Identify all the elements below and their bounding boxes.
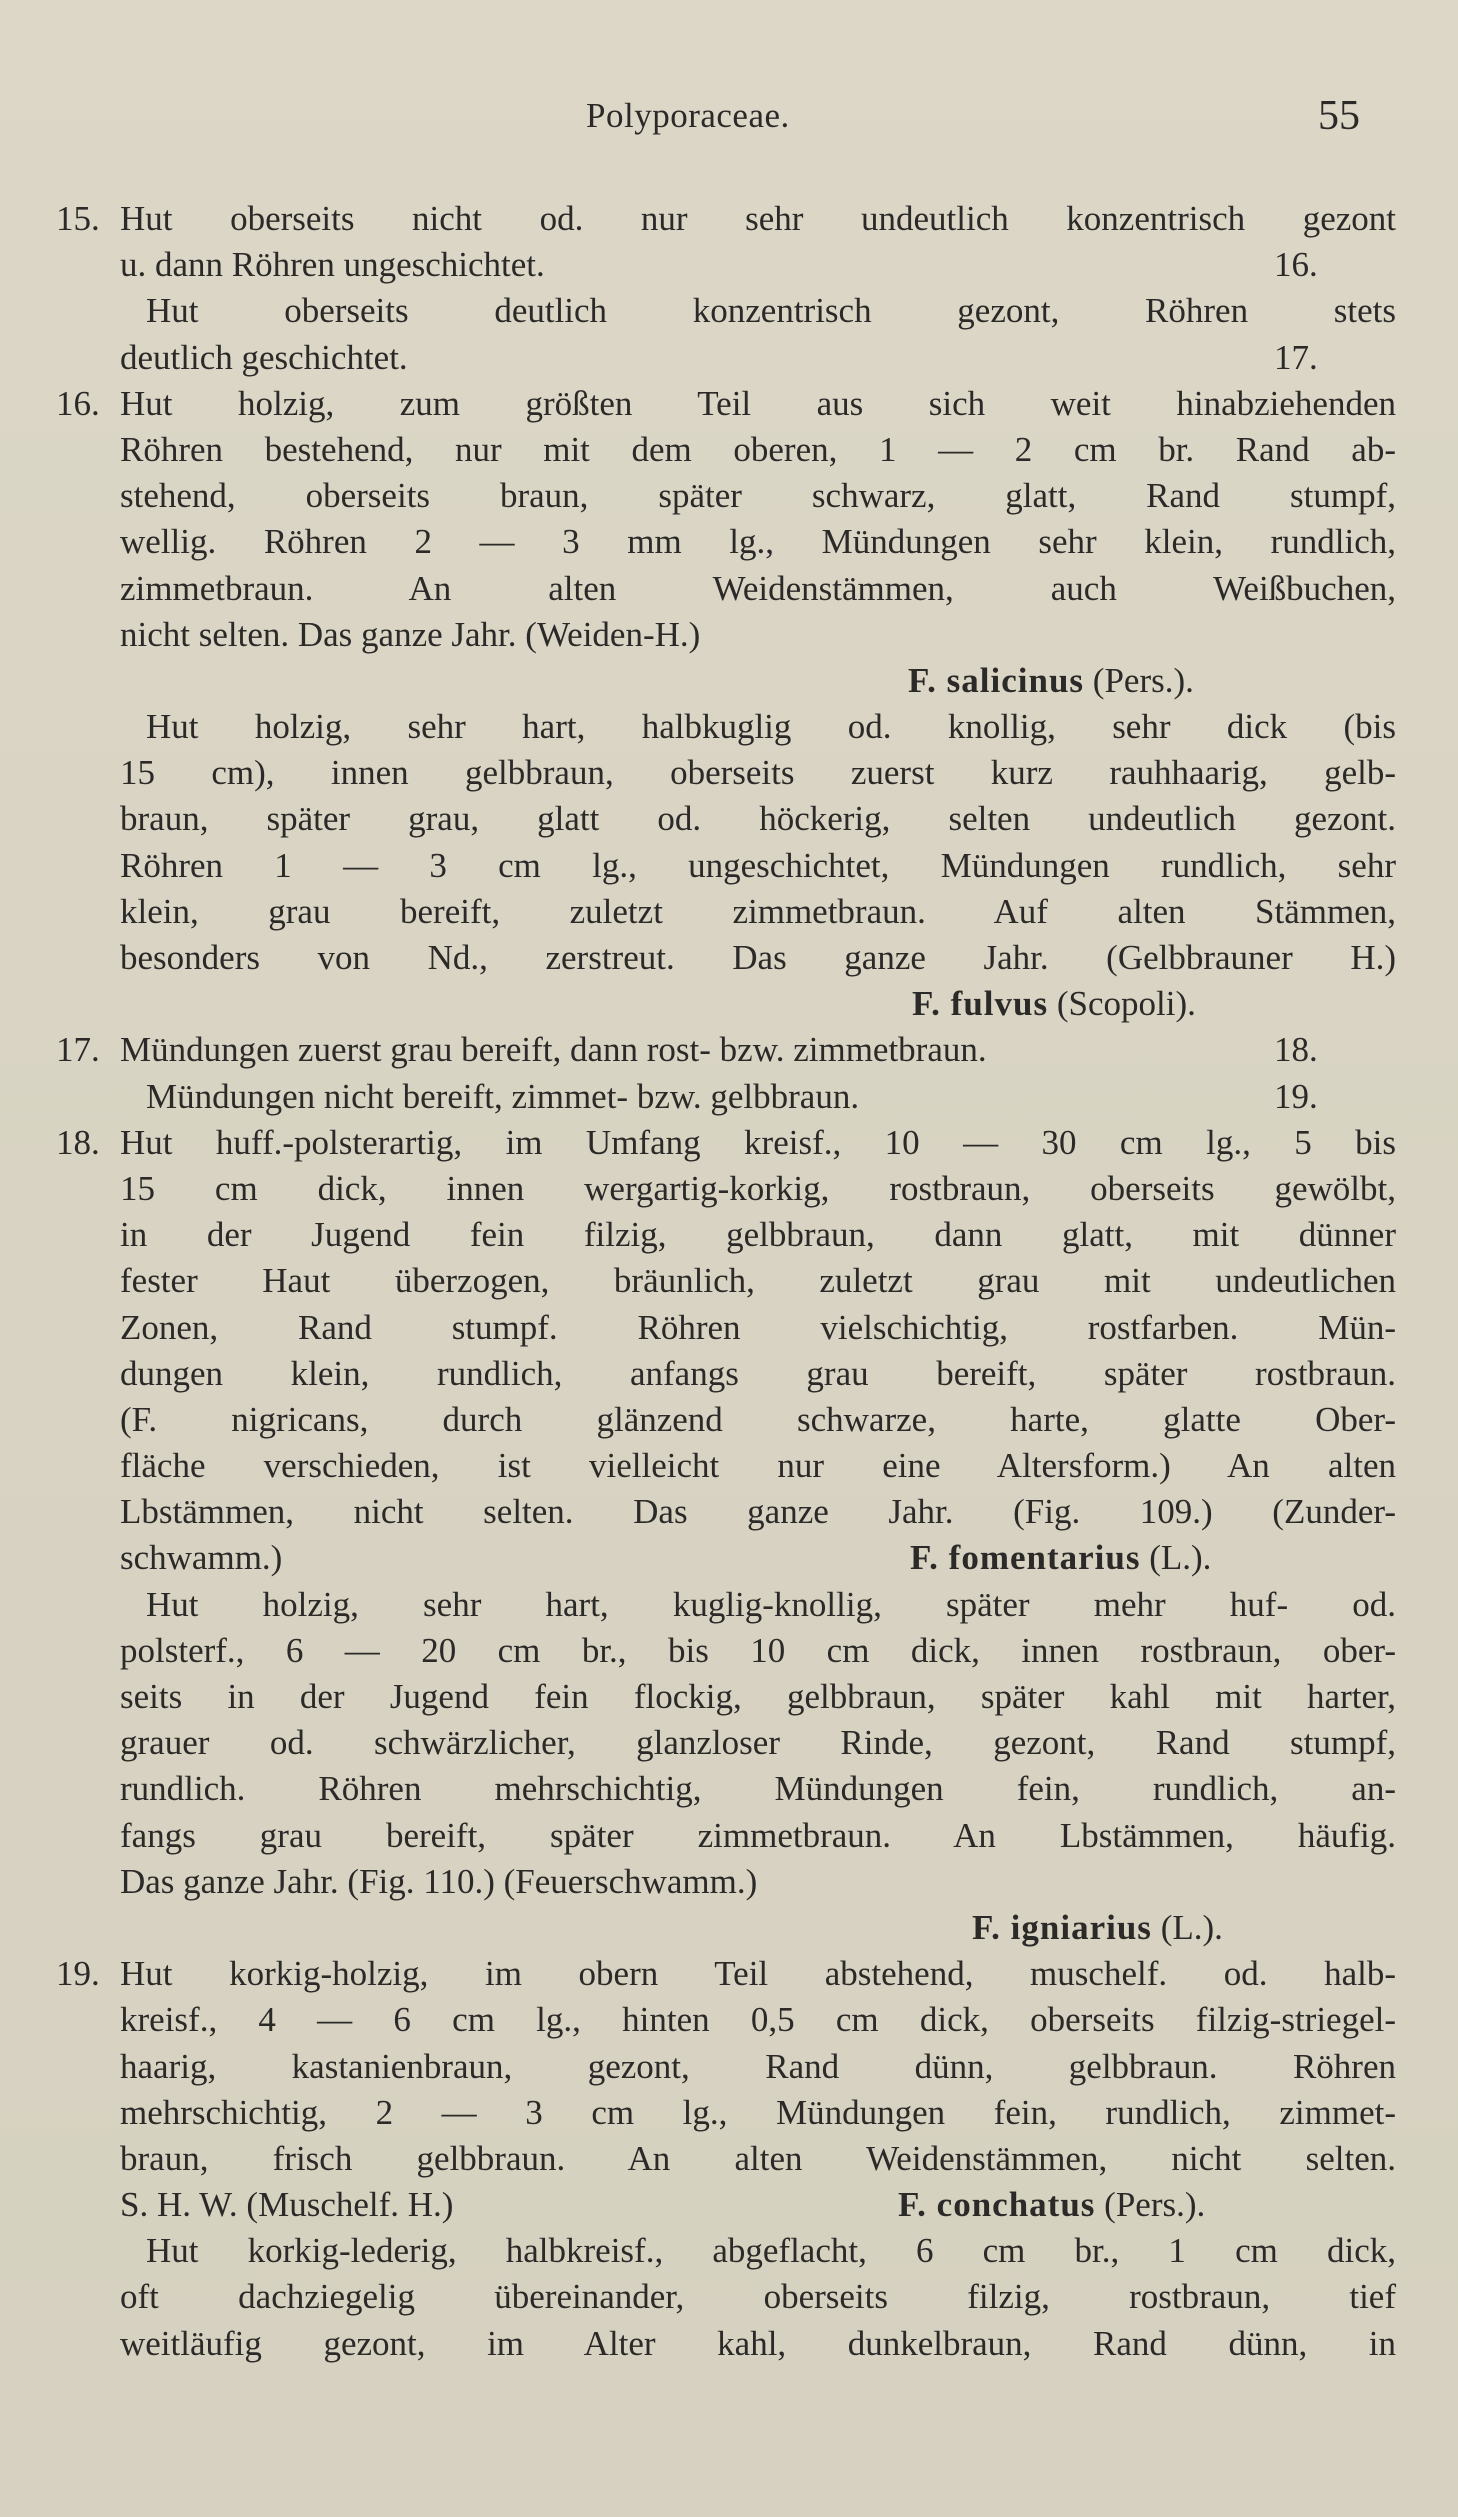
text-line: [56, 1582, 1396, 1628]
text-line: [56, 1258, 1396, 1304]
line-text: stehend, oberseits braun, später schwarz, glatt, Rand stumpf,: [120, 476, 1396, 516]
text-line: [56, 935, 1396, 981]
couplet-number: 17.: [56, 1030, 100, 1070]
line-text: Hut oberseits deutlich konzentrisch gezont, Röhren stets: [146, 291, 1396, 331]
species-binomial: F. igniarius: [972, 1907, 1152, 1947]
text-line: [56, 658, 1396, 704]
text-line: [56, 1535, 1396, 1581]
text-line: [56, 2274, 1396, 2320]
line-text: deutlich geschichtet.: [120, 337, 408, 377]
text-line: [56, 2321, 1396, 2367]
text-line: [56, 1813, 1396, 1859]
line-text: fester Haut überzogen, bräunlich, zuletzt grau mit undeutlichen: [120, 1261, 1396, 1301]
text-line: [56, 196, 1396, 242]
species-author: (L.).: [1149, 1538, 1212, 1578]
line-text: braun, später grau, glatt od. höckerig, selten undeutlich gezont.: [120, 799, 1396, 839]
line-text: Hut holzig, zum größten Teil aus sich weit hinabziehenden: [120, 383, 1396, 423]
species-binomial: F. fulvus: [912, 984, 1049, 1024]
line-text: Hut holzig, sehr hart, kuglig-knollig, später mehr huf- od.: [146, 1584, 1396, 1624]
line-text: Hut huff.-polsterartig, im Umfang kreisf., 10 — 30 cm lg., 5 bis: [120, 1122, 1396, 1162]
line-text: 15 cm), innen gelbbraun, oberseits zuerst kurz rauhhaarig, gelb-: [120, 753, 1396, 793]
species-name: [972, 1905, 1223, 1951]
running-title: Polyporaceae.: [586, 96, 790, 135]
text-line: [56, 2136, 1396, 2182]
line-text: kreisf., 4 — 6 cm lg., hinten 0,5 cm dick, oberseits filzig-striegel-: [120, 2000, 1396, 2040]
line-text: fangs grau bereift, später zimmetbraun. An Lbstämmen, häufig.: [120, 1815, 1396, 1855]
text-line: [56, 1628, 1396, 1674]
line-text: mehrschichtig, 2 — 3 cm lg., Mündungen fein, rundlich, zimmet-: [120, 2092, 1396, 2132]
text-line: [56, 1212, 1396, 1258]
line-text: klein, grau bereift, zuletzt zimmetbraun. Auf alten Stämmen,: [120, 891, 1396, 931]
line-text: Hut holzig, sehr hart, halbkuglig od. knollig, sehr dick (bis: [146, 707, 1396, 747]
text-line: [56, 1166, 1396, 1212]
text-line: [56, 566, 1396, 612]
text-line: [56, 1027, 1396, 1073]
text-line: [56, 473, 1396, 519]
line-text: Lbstämmen, nicht selten. Das ganze Jahr. (Fig. 109.) (Zunder-: [120, 1492, 1396, 1532]
text-line: [56, 1305, 1396, 1351]
line-text: Hut oberseits nicht od. nur sehr undeutlich konzentrisch gezont: [120, 199, 1396, 238]
text-line: [56, 2044, 1396, 2090]
couplet-reference: 17.: [1274, 337, 1318, 377]
couplet-number: 16.: [56, 383, 100, 423]
line-text: besonders von Nd., zerstreut. Das ganze Jahr. (Gelbbrauner H.): [120, 938, 1396, 977]
couplet-reference: 18.: [1274, 1030, 1318, 1070]
line-text: wellig. Röhren 2 — 3 mm lg., Mündungen sehr klein, rundlich,: [120, 522, 1396, 562]
couplet-reference: 16.: [1274, 245, 1318, 285]
line-text: Zonen, Rand stumpf. Röhren vielschichtig, rostfarben. Mün-: [120, 1307, 1396, 1347]
line-text: Röhren bestehend, nur mit dem oberen, 1 — 2 cm br. Rand ab-: [120, 429, 1396, 469]
text-line: [56, 427, 1396, 473]
line-text: grauer od. schwärzlicher, glanzloser Rinde, gezont, Rand stumpf,: [120, 1723, 1396, 1763]
species-author: (L.).: [1160, 1907, 1223, 1947]
couplet-number: 15.: [56, 199, 100, 238]
line-text: zimmetbraun. An alten Weidenstämmen, auch Weißbuchen,: [120, 568, 1396, 608]
line-text: u. dann Röhren ungeschichtet.: [120, 245, 545, 285]
line-text: dungen klein, rundlich, anfangs grau bereift, später rostbraun.: [120, 1353, 1396, 1393]
line-text: S. H. W. (Muschelf. H.): [120, 2185, 454, 2225]
text-line: [56, 1859, 1396, 1905]
text-line: [56, 1397, 1396, 1443]
line-text: Das ganze Jahr. (Fig. 110.) (Feuerschwamm.): [120, 1861, 758, 1901]
species-binomial: F. fomentarius: [910, 1538, 1141, 1578]
text-line: [56, 1766, 1396, 1812]
line-text: Hut korkig-holzig, im obern Teil abstehend, muschelf. od. halb-: [120, 1954, 1396, 1994]
line-text: schwamm.): [120, 1538, 283, 1578]
text-line: [56, 2228, 1396, 2274]
text-line: [56, 1905, 1396, 1951]
line-text: Röhren 1 — 3 cm lg., ungeschichtet, Mündungen rundlich, sehr: [120, 845, 1396, 885]
line-text: in der Jugend fein filzig, gelbbraun, dann glatt, mit dünner: [120, 1215, 1396, 1255]
line-text: braun, frisch gelbbraun. An alten Weidenstämmen, nicht selten.: [120, 2138, 1396, 2178]
key-text-body: [56, 196, 1396, 2367]
text-line: [56, 750, 1396, 796]
page-header: [0, 93, 1458, 156]
text-line: [56, 1951, 1396, 1997]
line-text: nicht selten. Das ganze Jahr. (Weiden-H.): [120, 614, 701, 654]
text-line: [56, 612, 1396, 658]
species-name: [912, 981, 1196, 1027]
line-text: oft dachziegelig übereinander, oberseits filzig, rostbraun, tief: [120, 2277, 1396, 2317]
text-line: [56, 2090, 1396, 2136]
couplet-reference: 19.: [1274, 1076, 1318, 1116]
text-line: [56, 1674, 1396, 1720]
text-line: [56, 288, 1396, 334]
text-line: [56, 981, 1396, 1027]
line-text: Mündungen nicht bereift, zimmet- bzw. gelbbraun.: [146, 1076, 860, 1116]
page-number: 55: [1318, 93, 1360, 139]
text-line: [56, 335, 1396, 381]
line-text: rundlich. Röhren mehrschichtig, Mündungen fein, rundlich, an-: [120, 1769, 1396, 1809]
species-author: (Pers.).: [1104, 2185, 1206, 2225]
text-line: [56, 242, 1396, 288]
text-line: [56, 1074, 1396, 1120]
species-name: [908, 658, 1194, 704]
line-text: weitläufig gezont, im Alter kahl, dunkelbraun, Rand dünn, in: [120, 2323, 1396, 2363]
species-binomial: F. conchatus: [898, 2185, 1096, 2225]
text-line: [56, 381, 1396, 427]
text-line: [56, 1443, 1396, 1489]
text-line: [56, 1120, 1396, 1166]
species-author: (Scopoli).: [1056, 984, 1196, 1024]
line-text: polsterf., 6 — 20 cm br., bis 10 cm dick, innen rostbraun, ober-: [120, 1630, 1396, 1670]
text-line: [56, 1351, 1396, 1397]
text-line: [56, 1489, 1396, 1535]
text-line: [56, 796, 1396, 842]
line-text: Hut korkig-lederig, halbkreisf., abgeflacht, 6 cm br., 1 cm dick,: [146, 2231, 1396, 2271]
line-text: 15 cm dick, innen wergartig-korkig, rostbraun, oberseits gewölbt,: [120, 1168, 1396, 1208]
line-text: seits in der Jugend fein flockig, gelbbraun, später kahl mit harter,: [120, 1677, 1396, 1716]
line-text: fläche verschieden, ist vielleicht nur eine Altersform.) An alten: [120, 1446, 1396, 1486]
couplet-number: 18.: [56, 1122, 100, 1162]
text-line: [56, 843, 1396, 889]
text-line: [56, 1997, 1396, 2043]
text-line: [56, 889, 1396, 935]
text-line: [56, 704, 1396, 750]
species-binomial: F. salicinus: [908, 660, 1085, 700]
species-name: [898, 2182, 1205, 2228]
line-text: Mündungen zuerst grau bereift, dann rost- bzw. zimmetbraun.: [120, 1030, 987, 1070]
line-text: haarig, kastanienbraun, gezont, Rand dünn, gelbbraun. Röhren: [120, 2046, 1396, 2086]
species-name: [910, 1535, 1211, 1581]
text-line: [56, 1720, 1396, 1766]
line-text: (F. nigricans, durch glänzend schwarze, harte, glatte Ober-: [120, 1399, 1396, 1439]
text-line: [56, 2182, 1396, 2228]
couplet-number: 19.: [56, 1954, 100, 1994]
species-author: (Pers.).: [1092, 660, 1194, 700]
text-line: [56, 519, 1396, 565]
